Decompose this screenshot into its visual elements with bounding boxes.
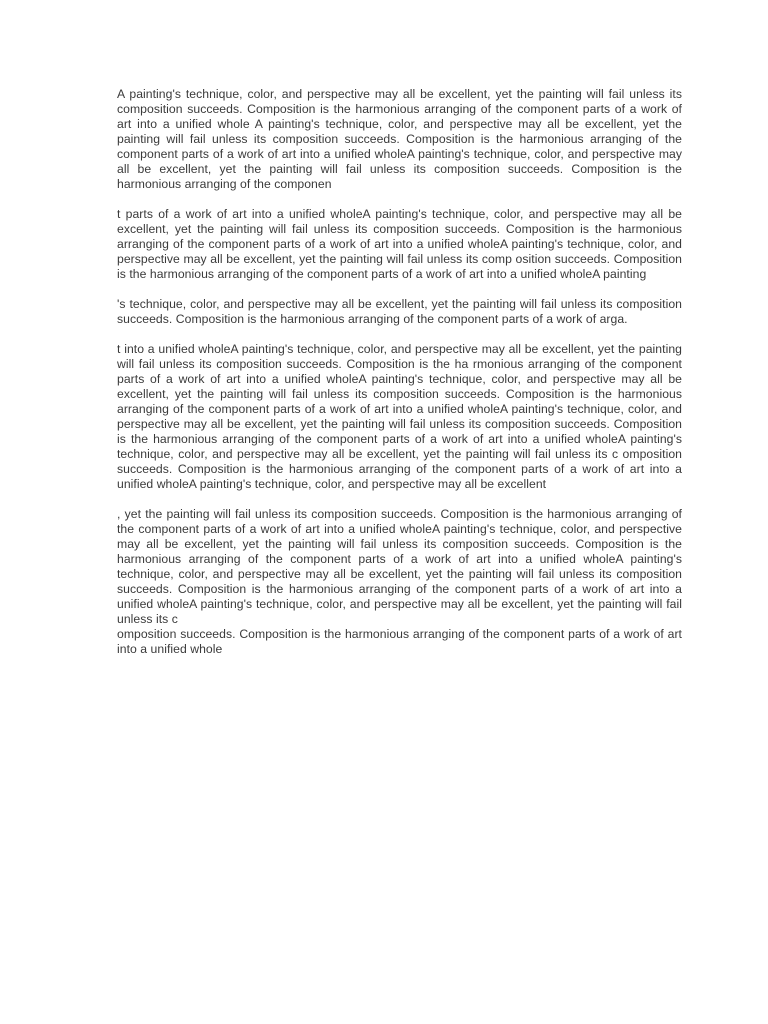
paragraph-2: t parts of a work of art into a unified wholeA painting's technique, color, and perspective may all be excellent, yet the painting will fail unless its composition succeeds. Composition is the harmonious arranging of the component parts of a work of art into a unified wholeA painting's technique, color, and perspective may all be excellent, yet the painting will fail unless its comp osition succeeds. Composition is the harmonious arranging of the component parts of a work of art into a unified wholeA painting [117, 207, 682, 281]
paragraph-4: t into a unified wholeA painting's technique, color, and perspective may all be excellent, yet the painting will fail unless its composition succeeds. Composition is the ha rmonious arranging of the component parts of a work of art into a unified wholeA painting's technique, color, and perspective may all be excellent, yet the painting will fail unless its composition succeeds. Composition is the harmonious arranging of the component parts of a work of art into a unified wholeA painting's technique, color, and perspective may all be excellent, yet the painting will fail unless its composition succeeds. Composition is the harmonious arranging of the component parts of a work of art into a unified wholeA painting's technique, color, and perspective may all be excellent, yet the painting will fail unless its c omposition succeeds. Composition is the harmonious arranging of the component parts of a work of art into a unified wholeA painting's technique, color, and perspective may all be excellent [117, 342, 682, 491]
paragraph-6: omposition succeeds. Composition is the harmonious arranging of the component parts of a work of art into a unified whole [117, 627, 682, 656]
paragraph-1: A painting's technique, color, and perspective may all be excellent, yet the painting will fail unless its composition succeeds. Composition is the harmonious arranging of the component parts of a work of art into a unified whole A painting's technique, color, and perspective may all be excellent, yet the painting will fail unless its composition succeeds. Composition is the harmonious arranging of the component parts of a work of art into a unified wholeA painting's technique, color, and perspective may all be excellent, yet the painting will fail unless its composition succeeds. Composition is the harmonious arranging of the componen [117, 87, 682, 191]
paragraph-3: 's technique, color, and perspective may all be excellent, yet the painting will fail unless its composition succeeds. Composition is the harmonious arranging of the component parts of a work of arga. [117, 297, 682, 326]
paragraph-5: , yet the painting will fail unless its composition succeeds. Composition is the harmonious arranging of the component parts of a work of art into a unified wholeA painting's technique, color, and perspective may all be excellent, yet the painting will fail unless its composition succeeds. Composition is the harmonious arranging of the component parts of a work of art into a unified wholeA painting's technique, color, and perspective may all be excellent, yet the painting will fail unless its composition succeeds. Composition is the harmonious arranging of the component parts of a work of art into a unified wholeA painting's technique, color, and perspective may all be excellent, yet the painting will fail unless its c [117, 507, 682, 626]
document-page [117, 87, 682, 672]
